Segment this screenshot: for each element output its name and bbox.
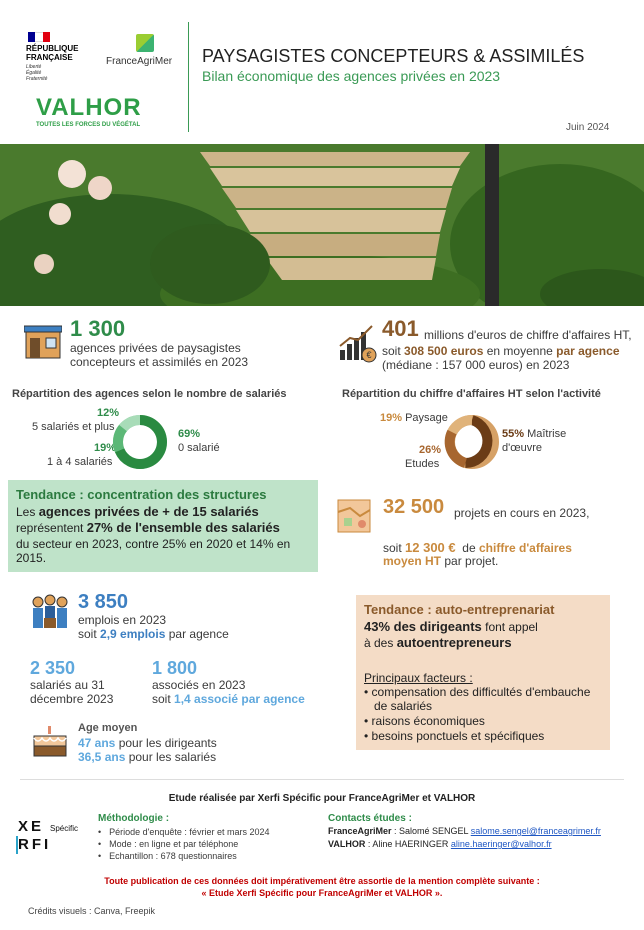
trend2-line1: 43% des dirigeants font appel [364, 619, 538, 634]
jobs-line2: soit 2,9 emplois par agence [78, 627, 229, 641]
trend2-factor-1: • compensation des difficultés d'embauche [364, 685, 591, 699]
projects-line2: soit 12 300 € de chiffre d'affaires [383, 540, 572, 555]
activity-label-etudes: Etudes [405, 458, 440, 470]
age-line2: 36,5 ans pour les salariés [78, 750, 217, 764]
employees-label-1to4: 1 à 4 salariés [47, 456, 113, 468]
valhor-logo: VALHOR TOUTES LES FORCES DU VÉGÉTAL [36, 94, 142, 128]
method-item-1: • Période d'enquête : février et mars 2024 [98, 827, 270, 837]
employees-pct-0: 69% [178, 428, 201, 440]
salaried-line1: salariés au 31 [30, 678, 105, 692]
publication-notice-1: Toute publication de ces données doit impérativement être assortie de la mention complète suivante : [104, 876, 540, 886]
trend2-factor-3: • besoins ponctuels et spécifiques [364, 729, 545, 743]
contact-valhor: VALHOR : Aline HAERINGER aline.haeringer@valhor.fr [328, 839, 552, 849]
trend-concentration-l4: 2015. [16, 551, 47, 565]
donut-segment-etudes [450, 432, 466, 463]
trend-concentration-l3: du secteur en 2023, contre 25% en 2020 et 14% en [16, 537, 291, 551]
age-title: Age moyen [78, 722, 138, 734]
donut-segment-1-4-salaries [118, 428, 123, 450]
garden-steps-illustration [0, 144, 644, 306]
header-divider [188, 22, 189, 132]
contact-franceagrimer: FranceAgriMer : Salomé SENGEL salome.sengel@franceagrimer.fr [328, 826, 601, 836]
projects-map-icon [334, 496, 374, 536]
trend-concentration-box [8, 480, 318, 572]
revenue-line2: soit 308 500 euros en moyenne par agence [382, 344, 620, 358]
contact-email-franceagrimer[interactable]: salome.sengel@franceagrimer.fr [470, 826, 601, 836]
trend2-factor-2: • raisons économiques [364, 714, 485, 728]
svg-text:€: € [366, 350, 372, 360]
employees-label-0: 0 salarié [178, 442, 220, 454]
trend-concentration-l2: représentent 27% de l'ensemble des salariés [16, 520, 280, 535]
partners-line2: soit 1,4 associé par agence [152, 692, 305, 706]
trend2-title: Tendance : auto-entreprenariat [364, 602, 555, 617]
activity-moe: 55% Maîtrise [502, 428, 567, 440]
rf-flag [28, 32, 50, 42]
trend2-factors-title: Principaux facteurs : [364, 671, 473, 685]
fam-logo-mark [136, 34, 154, 52]
birthday-cake-icon [32, 724, 68, 758]
method-title: Méthodologie : [98, 813, 170, 824]
xerfi-logo: XE RFI Spécific [18, 818, 79, 853]
agencies-desc-1: agences privées de paysagistes [70, 341, 241, 355]
salaried-value: 2 350 [30, 658, 76, 678]
rf-logo: RÉPUBLIQUE FRANÇAISE Liberté Égalité Fraternité [26, 32, 96, 88]
trend-autoentrepreneur-box [356, 595, 610, 750]
trend-concentration-l1: Les agences privées de + de 15 salariés [16, 504, 259, 519]
employees-donut [110, 412, 170, 472]
publication-date: Juin 2024 [566, 122, 610, 133]
partners-line1: associés en 2023 [152, 678, 246, 692]
publication-notice-2: « Etude Xerfi Spécific pour FranceAgriMer et VALHOR ». [201, 888, 443, 898]
footer-divider [20, 779, 624, 780]
donut-segment-paysage [452, 420, 472, 432]
partners-value: 1 800 [152, 658, 198, 678]
hero-image [0, 144, 644, 306]
employees-chart-title: Répartition des agences selon le nombre de salariés [12, 388, 287, 400]
projects-desc: projets en cours en 2023, [454, 506, 590, 520]
age-line1: 47 ans pour les dirigeants [78, 736, 217, 750]
donut-segment-moe [465, 420, 487, 463]
jobs-value: 3 850 [78, 591, 129, 613]
activity-chart-title: Répartition du chiffre d'affaires HT selon l'activité [342, 388, 601, 400]
page-title: PAYSAGISTES CONCEPTEURS & ASSIMILÉS [202, 46, 585, 66]
donut-segment-5plus [123, 420, 140, 428]
footer-study: Etude réalisée par Xerfi Spécific pour FranceAgriMer et VALHOR [168, 793, 476, 804]
visual-credits: Crédits visuels : Canva, Freepik [28, 906, 156, 916]
activity-paysage: 19% Paysage [380, 412, 448, 424]
agencies-desc-2: concepteurs et assimilés en 2023 [70, 355, 249, 369]
agencies-building-icon [24, 324, 62, 360]
revenue-value: 401 [382, 316, 419, 341]
people-group-icon [28, 594, 72, 634]
revenue-desc: millions d'euros de chiffre d'affaires HT, [424, 328, 632, 342]
activity-moe-2: d'œuvre [502, 442, 542, 454]
agencies-value: 1 300 [70, 316, 126, 341]
page-subtitle: Bilan économique des agences privées en 2023 [202, 68, 501, 84]
employees-label-5plus: 5 salariés et plus [32, 421, 115, 433]
xerfi-accent [16, 836, 18, 854]
activity-pct-etudes: 26% [419, 444, 442, 456]
salaried-line2: décembre 2023 [30, 692, 114, 706]
contacts-title: Contacts études : [328, 813, 412, 824]
method-item-2: • Mode : en ligne et par téléphone [98, 839, 239, 849]
employees-pct-1to4: 19% [94, 442, 117, 454]
contact-email-valhor[interactable]: aline.haeringer@valhor.fr [450, 839, 552, 849]
trend2-factor-1b: de salariés [374, 699, 433, 713]
employees-pct-5plus: 12% [97, 407, 120, 419]
method-item-3: • Echantillon : 678 questionnaires [98, 851, 237, 861]
jobs-line1: emplois en 2023 [78, 613, 167, 627]
revenue-chart-icon [338, 324, 378, 364]
activity-donut [442, 412, 502, 472]
trend2-line2: à des autoentrepreneurs [364, 635, 512, 650]
projects-value: 32 500 [383, 496, 445, 518]
revenue-line3: (médiane : 157 000 euros) en 2023 [382, 358, 570, 372]
franceagrimer-logo: FranceAgriMer [106, 34, 180, 74]
trend-concentration-title: Tendance : concentration des structures [16, 487, 267, 502]
projects-line3: moyen HT par projet. [383, 554, 499, 568]
